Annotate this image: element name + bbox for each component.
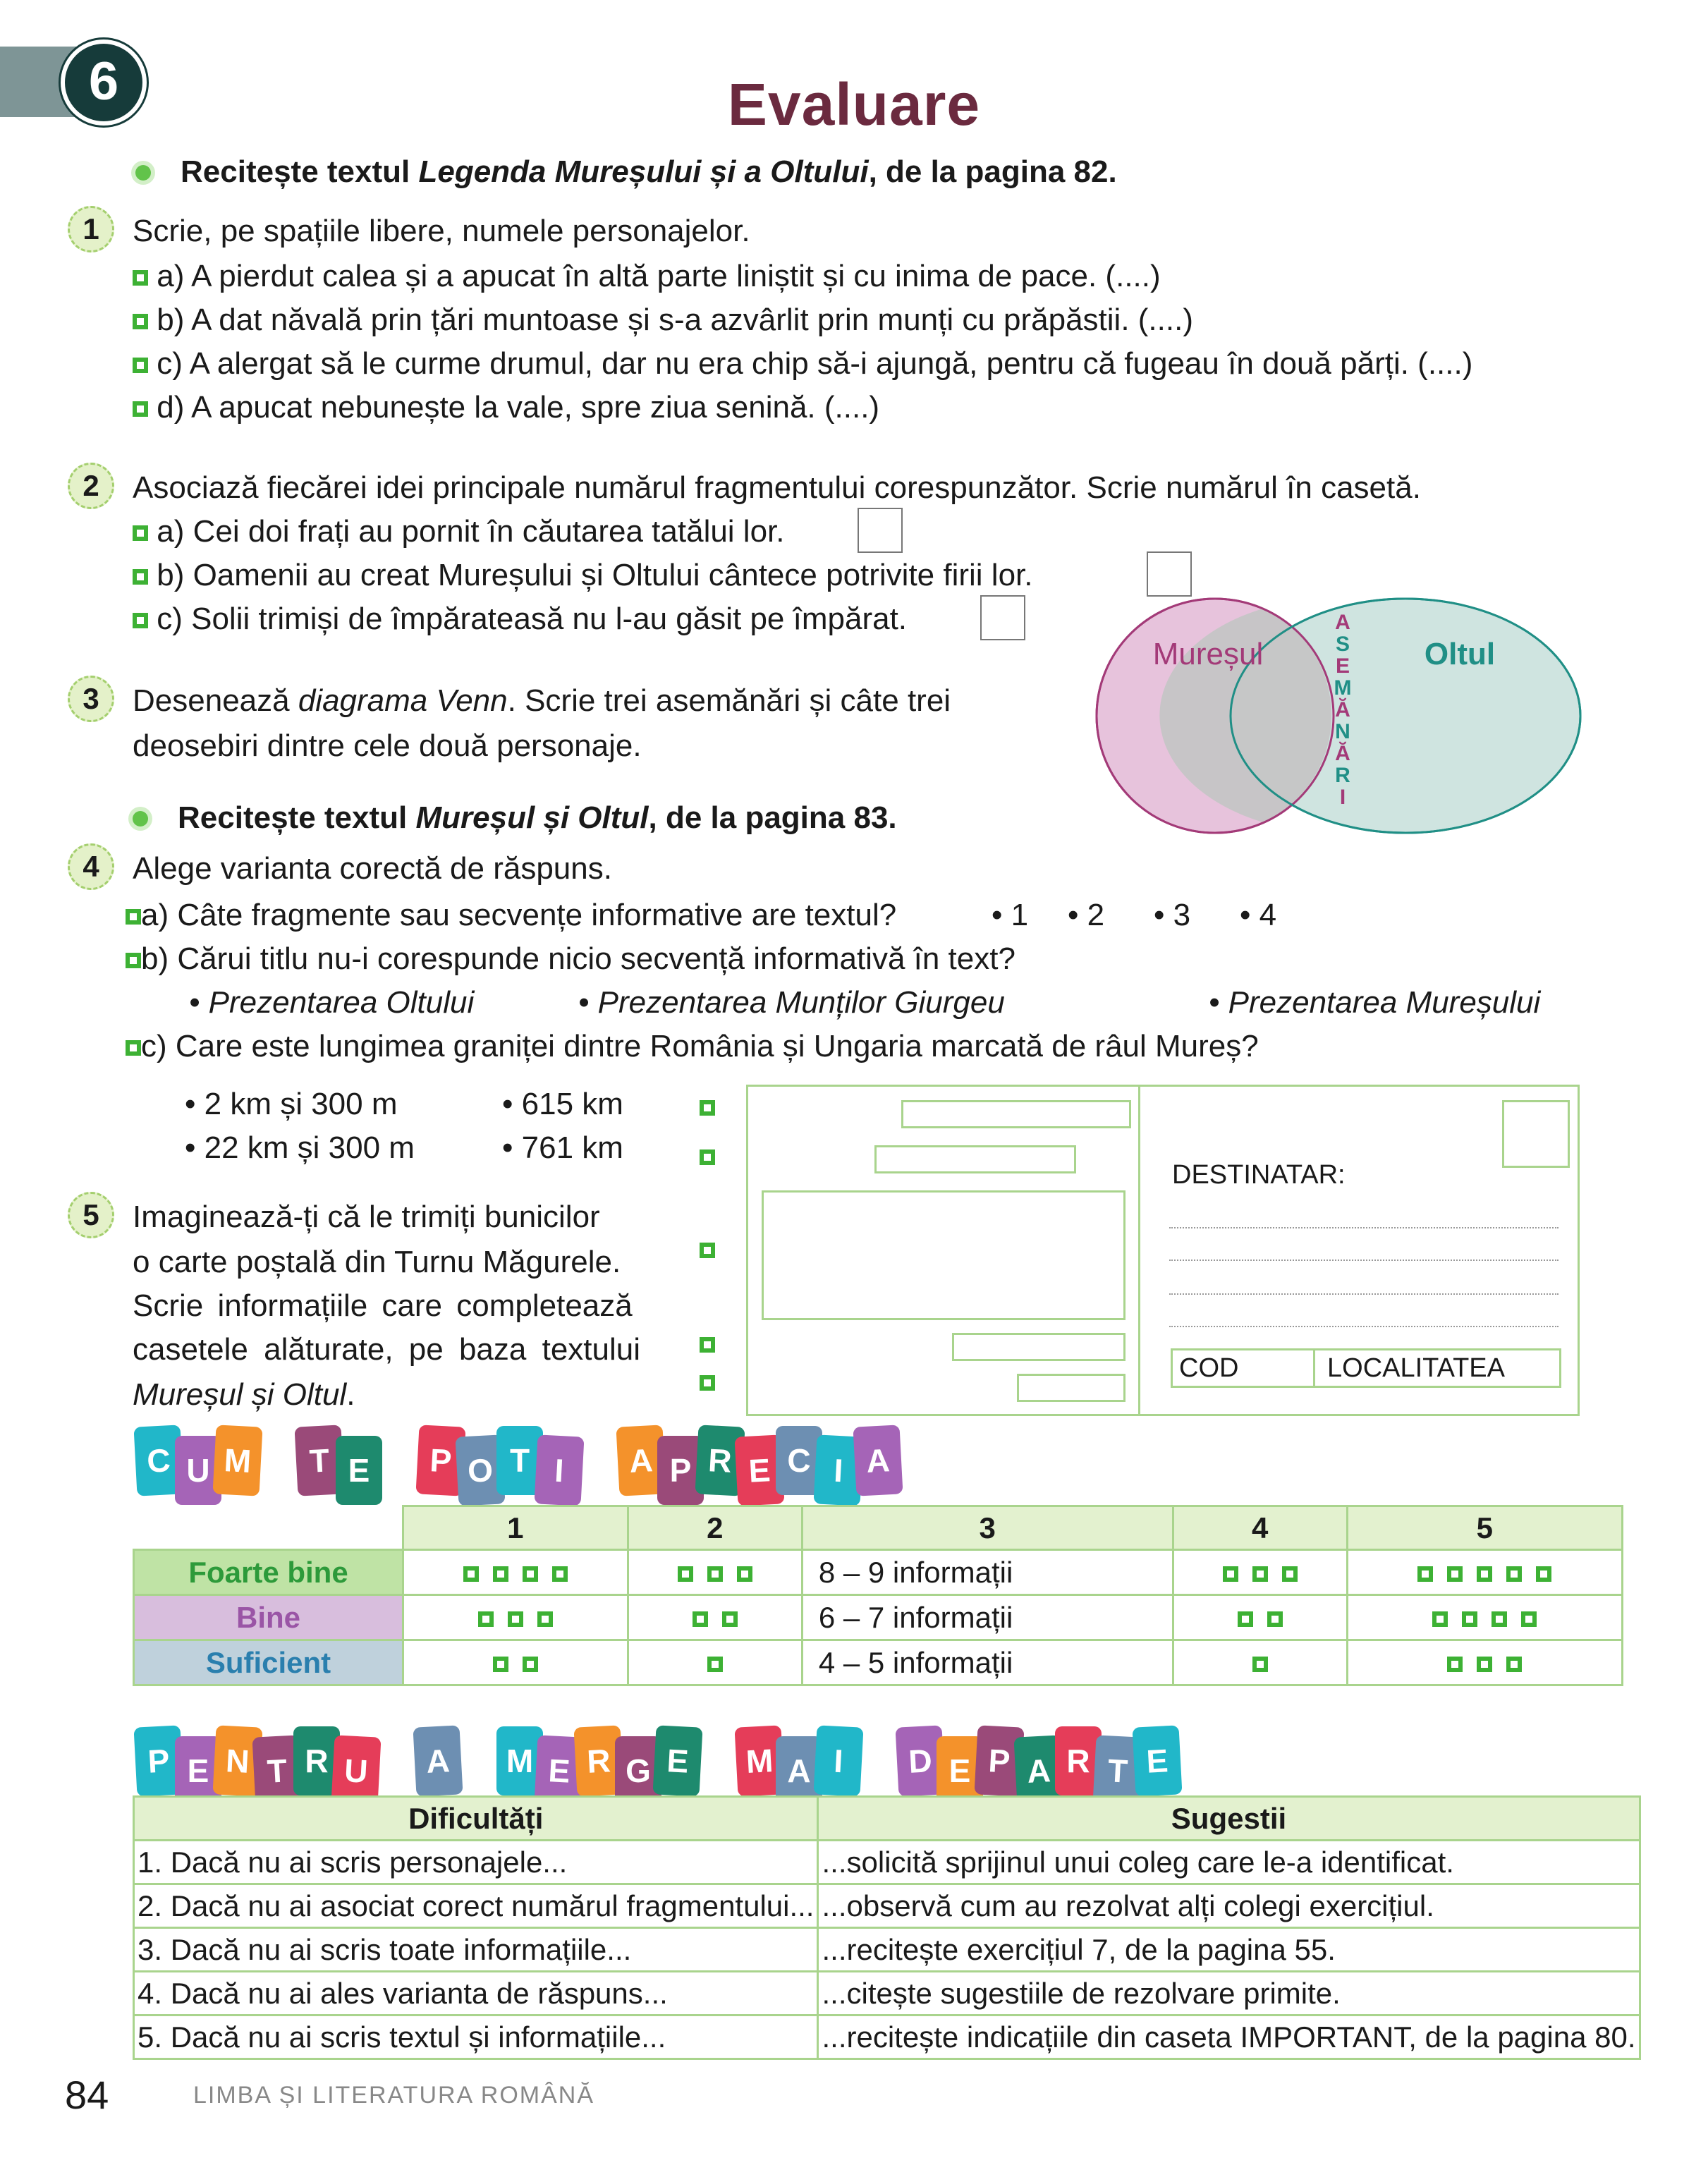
exercise-4-question-a: a) Câte fragmente sau secvențe informative are textul?	[126, 897, 896, 934]
checkbox-icon[interactable]	[1462, 1611, 1477, 1627]
postcard-field-3[interactable]	[952, 1333, 1126, 1361]
checkbox-icon	[700, 1375, 715, 1391]
checkbox-icon	[700, 1100, 715, 1116]
exercise-1-item-b: b) A dat năvală prin țări muntoase și s-a azvârlit prin munți cu prăpăstii. (....)	[133, 302, 1193, 339]
exercise-3-line-2: deosebiri dintre cele două personaje.	[133, 728, 642, 763]
letter-tile: A	[1013, 1735, 1063, 1806]
checkbox-group	[1173, 1550, 1347, 1595]
code-label: COD	[1179, 1353, 1239, 1383]
column-header: Dificultăți	[134, 1797, 818, 1841]
exercise-5-line-3: Scrie informațiile care completează	[133, 1288, 633, 1323]
checkbox-icon	[133, 569, 148, 585]
checkbox-group	[628, 1640, 802, 1685]
green-dot-icon	[133, 811, 148, 827]
checkbox-icon[interactable]	[463, 1566, 479, 1582]
venn-middle-letter: Ă	[1335, 742, 1350, 765]
exercise-2-instruction: Asociază fiecărei idei principale numărul fragmentului corespunzător. Scrie numărul în casetă.	[133, 470, 1421, 505]
option-b-2[interactable]: • Prezentarea Munților Giurgeu	[578, 985, 1005, 1020]
postcard-field-1[interactable]	[901, 1100, 1131, 1128]
checkbox-group	[1173, 1640, 1347, 1685]
checkbox-group	[1347, 1640, 1622, 1685]
checkbox-icon[interactable]	[523, 1657, 538, 1672]
checkbox-icon	[133, 270, 148, 286]
difficulty-cell: 5. Dacă nu ai scris textul și informațiile...	[134, 2015, 818, 2059]
venn-middle-letter: S	[1335, 633, 1350, 656]
letter-tile: E	[734, 1434, 784, 1506]
checkbox-group	[1173, 1595, 1347, 1640]
exercise-4-question-b: b) Cărui titlu nu-i corespunde nicio secvență informativă în text?	[126, 941, 1015, 978]
option-a-4[interactable]: • 4	[1240, 898, 1277, 932]
column-header: 5	[1347, 1506, 1622, 1550]
letter-tile: P	[133, 1725, 183, 1796]
suggestion-cell: ...solicită sprijinul unui coleg care le-a identificat.	[818, 1841, 1640, 1884]
table-row	[134, 2015, 1640, 2059]
exercise-number-3: 3	[68, 676, 114, 722]
difficulties-table	[133, 1795, 1641, 2060]
letter-tile: A	[853, 1425, 903, 1496]
letter-tile: I	[813, 1725, 863, 1796]
exercise-1-item-c: c) A alergat să le curme drumul, dar nu era chip să-i ajungă, pentru că fugeau în două părți. (....)	[133, 346, 1472, 383]
green-dot-icon	[135, 165, 151, 181]
letter-tile: C	[776, 1426, 822, 1495]
checkbox-icon[interactable]	[1238, 1611, 1253, 1627]
exercise-2-item-b: b) Oamenii au creat Mureșului și Oltului cântece potrivite firii lor.	[133, 557, 1033, 594]
venn-middle-letter: Ă	[1335, 698, 1350, 721]
column-header: 1	[403, 1506, 628, 1550]
checkbox-icon[interactable]	[1252, 1657, 1268, 1672]
page-title: Evaluare	[727, 71, 981, 138]
letter-tile: E	[1132, 1725, 1182, 1796]
checkbox-icon[interactable]	[1252, 1566, 1268, 1582]
exercise-number-5: 5	[68, 1192, 114, 1238]
checkbox-icon	[133, 613, 148, 628]
venn-middle-letter: M	[1334, 676, 1352, 700]
checkbox-icon[interactable]	[1417, 1566, 1433, 1582]
letter-tile: A	[413, 1725, 463, 1796]
letter-tile: E	[336, 1436, 382, 1505]
unit-number-badge: 6	[61, 39, 147, 126]
reread-instruction-2: Recitește textul Mureșul și Oltul, de la pagina 83.	[178, 800, 897, 835]
venn-middle-letters	[1334, 611, 1352, 809]
venn-diagram	[1092, 594, 1585, 841]
exercise-number-2: 2	[68, 463, 114, 509]
answer-box-a[interactable]	[858, 508, 903, 553]
option-c-4[interactable]: • 761 km	[502, 1130, 623, 1165]
checkbox-icon[interactable]	[737, 1566, 752, 1582]
checkbox-icon	[126, 1040, 141, 1056]
suggestion-cell: ...recitește indicațiile din caseta IMPORTANT, de la pagina 80.	[818, 2015, 1640, 2059]
letter-tile: E	[652, 1725, 702, 1796]
letter-tile: G	[615, 1736, 661, 1805]
checkbox-icon[interactable]	[1447, 1566, 1463, 1582]
postcard-message-field[interactable]	[762, 1190, 1126, 1320]
letter-tile: M	[496, 1726, 543, 1795]
letter-tile: O	[455, 1434, 505, 1506]
postcard-divider	[1138, 1085, 1140, 1416]
letter-tile: R	[293, 1726, 340, 1795]
checkbox-icon[interactable]	[678, 1566, 693, 1582]
table-row	[134, 1550, 1623, 1595]
letter-tile: E	[175, 1736, 221, 1805]
letter-tile: D	[895, 1725, 945, 1796]
answer-box-c[interactable]	[980, 595, 1025, 640]
option-b-3[interactable]: • Prezentarea Mureșului	[1209, 985, 1541, 1020]
checkbox-icon[interactable]	[1223, 1566, 1238, 1582]
option-c-1[interactable]: • 2 km și 300 m	[185, 1087, 398, 1121]
letter-tile: U	[175, 1436, 221, 1505]
address-line[interactable]	[1169, 1227, 1558, 1228]
venn-middle-letter: N	[1335, 720, 1350, 743]
checkbox-icon[interactable]	[1267, 1611, 1283, 1627]
venn-middle-letter: R	[1335, 764, 1350, 787]
exercise-3-line-1: Desenează diagrama Venn. Scrie trei asemănări și câte trei	[133, 683, 951, 718]
letter-tile: N	[212, 1725, 262, 1796]
level-label: Bine	[134, 1595, 403, 1640]
difficulty-cell: 4. Dacă nu ai ales varianta de răspuns...	[134, 1972, 818, 2015]
letter-tile: A	[616, 1425, 666, 1496]
option-b-1[interactable]: • Prezentarea Oltului	[189, 985, 475, 1020]
option-c-3[interactable]: • 22 km și 300 m	[185, 1130, 415, 1165]
letter-tile: T	[496, 1426, 543, 1495]
letter-tile: I	[813, 1434, 863, 1506]
checkbox-icon	[133, 358, 148, 373]
option-a-1[interactable]: • 1	[992, 898, 1029, 932]
level-label: Suficient	[134, 1640, 403, 1685]
venn-label-right: Oltul	[1424, 637, 1496, 671]
letter-tile: P	[974, 1725, 1024, 1796]
exercise-2-item-c: c) Solii trimiși de împărateasă nu l-au găsit pe împărat.	[133, 601, 907, 638]
checkbox-icon[interactable]	[1521, 1611, 1537, 1627]
checkbox-group	[403, 1640, 628, 1685]
difficulty-cell: 3. Dacă nu ai scris toate informațiile...	[134, 1928, 818, 1972]
postcard-field-2[interactable]	[874, 1145, 1076, 1173]
level-label: Foarte bine	[134, 1550, 403, 1595]
info-count: 4 – 5 informații	[802, 1640, 1173, 1685]
option-a-2[interactable]: • 2	[1068, 898, 1105, 932]
recipient-label: DESTINATAR:	[1172, 1160, 1346, 1190]
exercise-4-question-c: c) Care este lungimea graniței dintre România și Ungaria marcată de râul Mureș?	[126, 1028, 1259, 1066]
checkbox-icon[interactable]	[1447, 1657, 1463, 1672]
checkbox-icon[interactable]	[537, 1611, 553, 1627]
letter-tile: E	[937, 1736, 983, 1805]
info-count: 8 – 9 informații	[802, 1550, 1173, 1595]
reread-instruction-1: Recitește textul Legenda Mureșului și a Oltului, de la pagina 82.	[181, 154, 1117, 189]
city-label: LOCALITATEA	[1327, 1353, 1505, 1383]
stamp-box[interactable]	[1502, 1100, 1570, 1168]
difficulty-cell: 1. Dacă nu ai scris personajele...	[134, 1841, 818, 1884]
exercise-4-instruction: Alege varianta corectă de răspuns.	[133, 851, 612, 886]
letter-tile: R	[1055, 1726, 1102, 1795]
option-c-2[interactable]: • 615 km	[502, 1087, 623, 1121]
self-evaluation-table	[133, 1505, 1623, 1686]
letter-tile: A	[776, 1736, 822, 1805]
checkbox-icon	[133, 314, 148, 329]
exercise-5-line-5: Mureșul și Oltul.	[133, 1377, 355, 1412]
checkbox-group	[403, 1550, 628, 1595]
column-header: 4	[1173, 1506, 1347, 1550]
footer-subject: LIMBA ȘI LITERATURA ROMÂNĂ	[193, 2082, 595, 2109]
checkbox-icon[interactable]	[493, 1566, 508, 1582]
table-row	[134, 1972, 1640, 2015]
checkbox-icon[interactable]	[693, 1611, 708, 1627]
table-row	[134, 1928, 1640, 1972]
exercise-5-line-1: Imaginează-ți că le trimiți bunicilor	[133, 1200, 600, 1234]
checkbox-icon[interactable]	[1282, 1566, 1298, 1582]
exercise-number-1: 1	[68, 206, 114, 252]
suggestion-cell: ...citește sugestiile de rezolvare primite.	[818, 1972, 1640, 2015]
letter-tile: R	[573, 1725, 623, 1796]
checkbox-group	[403, 1595, 628, 1640]
suggestion-cell: ...observă cum au rezolvat alți colegi exercițiul.	[818, 1884, 1640, 1928]
checkbox-group	[1347, 1550, 1622, 1595]
checkbox-icon[interactable]	[1477, 1566, 1492, 1582]
exercise-2-item-a: a) Cei doi frați au pornit în căutarea tatălui lor.	[133, 513, 785, 551]
checkbox-icon	[700, 1337, 715, 1353]
address-line[interactable]	[1169, 1326, 1558, 1327]
checkbox-icon[interactable]	[1506, 1657, 1522, 1672]
suggestion-cell: ...recitește exercițiul 7, de la pagina 55.	[818, 1928, 1640, 1972]
checkbox-icon[interactable]	[1432, 1611, 1448, 1627]
letter-tile: M	[734, 1725, 784, 1796]
exercise-number-4: 4	[68, 843, 114, 890]
column-header: 2	[628, 1506, 802, 1550]
venn-label-left: Mureșul	[1152, 637, 1264, 671]
table-header-row	[134, 1506, 1623, 1550]
letter-tile: T	[1092, 1735, 1142, 1806]
letter-tile: R	[695, 1425, 745, 1496]
table-row	[134, 1884, 1640, 1928]
letter-tile: T	[252, 1735, 302, 1806]
exercise-1-instruction: Scrie, pe spațiile libere, numele personajelor.	[133, 214, 750, 248]
table-header-row	[134, 1797, 1640, 1841]
address-line[interactable]	[1169, 1293, 1558, 1295]
page-number: 84	[65, 2073, 109, 2117]
checkbox-icon[interactable]	[707, 1657, 723, 1672]
checkbox-icon[interactable]	[1477, 1657, 1492, 1672]
checkbox-icon[interactable]	[552, 1566, 568, 1582]
letter-tile: I	[534, 1434, 584, 1506]
checkbox-icon[interactable]	[508, 1611, 523, 1627]
checkbox-icon[interactable]	[1536, 1566, 1551, 1582]
letter-tile: T	[294, 1425, 344, 1496]
venn-middle-letter: I	[1339, 786, 1346, 809]
table-row	[134, 1841, 1640, 1884]
letter-tile: U	[331, 1735, 381, 1806]
letter-tile: C	[133, 1425, 183, 1496]
exercise-1-item-a: a) A pierdut calea și a apucat în altă parte liniștit și cu inima de pace. (....)	[133, 258, 1161, 295]
checkbox-icon[interactable]	[707, 1566, 723, 1582]
exercise-5-line-4: casetele alăturate, pe baza textului	[133, 1332, 641, 1367]
checkbox-group	[628, 1550, 802, 1595]
checkbox-icon[interactable]	[523, 1566, 538, 1582]
checkbox-icon[interactable]	[722, 1611, 738, 1627]
checkbox-icon	[700, 1243, 715, 1258]
checkbox-icon	[126, 953, 141, 968]
answer-box-b[interactable]	[1147, 551, 1192, 597]
address-line[interactable]	[1169, 1260, 1558, 1261]
postcard-field-4[interactable]	[1017, 1374, 1126, 1402]
checkbox-group	[1347, 1595, 1622, 1640]
exercise-1-item-d: d) A apucat nebunește la vale, spre ziua senină. (....)	[133, 389, 879, 427]
venn-middle-letter: A	[1335, 611, 1350, 634]
exercise-5-line-2: o carte poștală din Turnu Măgurele.	[133, 1245, 621, 1279]
letter-tile: P	[657, 1436, 704, 1505]
checkbox-icon	[133, 401, 148, 417]
letter-tile: P	[415, 1425, 465, 1496]
option-a-3[interactable]: • 3	[1154, 898, 1191, 932]
column-header: 3	[802, 1506, 1173, 1550]
checkbox-icon[interactable]	[1506, 1566, 1522, 1582]
letter-tile: E	[534, 1735, 584, 1806]
checkbox-icon[interactable]	[493, 1657, 508, 1672]
checkbox-icon[interactable]	[1492, 1611, 1507, 1627]
table-row	[134, 1640, 1623, 1685]
difficulty-cell: 2. Dacă nu ai asociat corect numărul fragmentului...	[134, 1884, 818, 1928]
checkbox-icon	[133, 525, 148, 541]
venn-middle-letter: E	[1335, 654, 1350, 678]
letter-tile: M	[212, 1425, 262, 1496]
table-row	[134, 1595, 1623, 1640]
info-count: 6 – 7 informații	[802, 1595, 1173, 1640]
checkbox-group	[628, 1595, 802, 1640]
checkbox-icon[interactable]	[478, 1611, 494, 1627]
checkbox-icon	[700, 1149, 715, 1165]
column-header: Sugestii	[818, 1797, 1640, 1841]
checkbox-icon	[126, 909, 141, 925]
